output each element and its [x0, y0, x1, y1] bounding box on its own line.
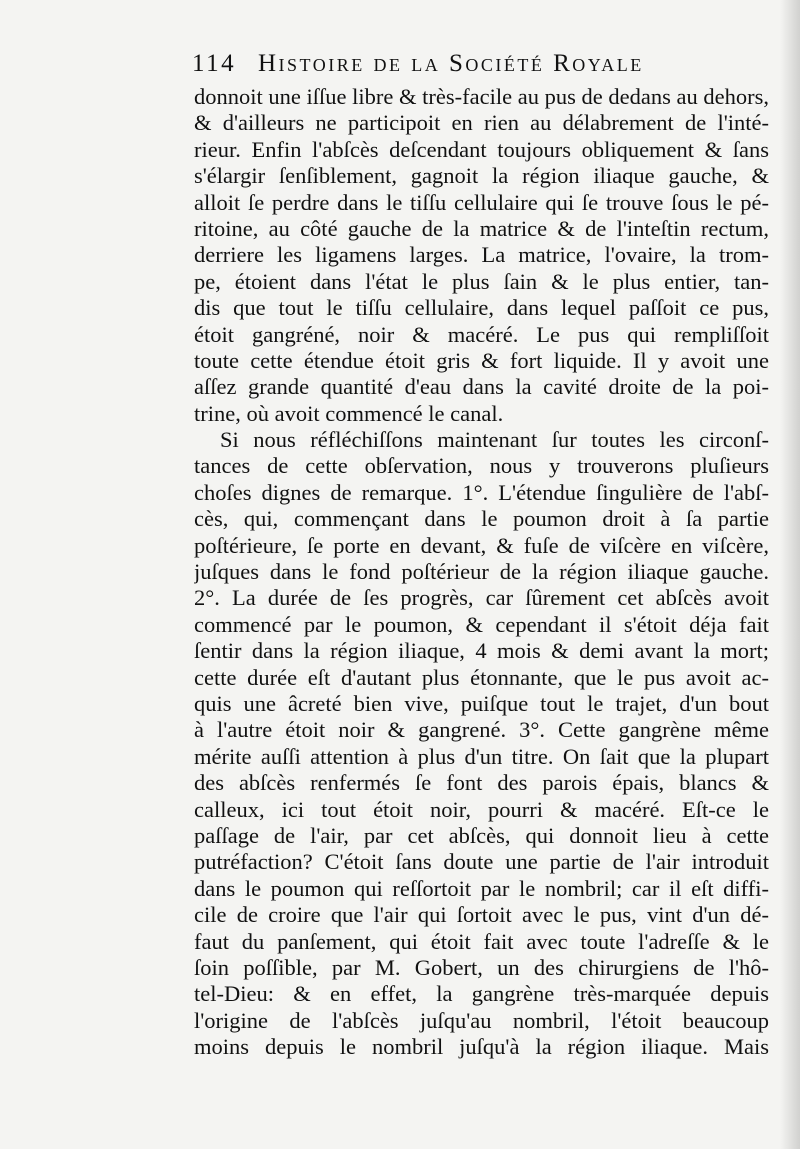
text-line: rieur. Enfin l'abſcès deſcendant toujours obliquement & ſans — [194, 136, 769, 162]
text-line: s'élargir ſenſiblement, gagnoit la région iliaque gauche, & — [194, 163, 769, 189]
text-line: Si nous réfléchiſſons maintenant ſur toutes les circonſ- — [220, 427, 769, 453]
text-line: calleux, ici tout étoit noir, pourri & macéré. Eſt-ce le — [194, 796, 769, 822]
text-line: 2°. La durée de ſes progrès, car ſûrement cet abſcès avoit — [194, 585, 769, 611]
text-line: derriere les ligamens larges. La matrice, l'ovaire, la trom- — [194, 242, 769, 268]
text-line: moins depuis le nombril juſqu'à la région iliaque. Mais — [194, 1034, 769, 1060]
text-line: paſſage de l'air, par cet abſcès, qui donnoit lieu à cette — [194, 822, 769, 848]
text-line: faut du panſement, qui étoit fait avec toute l'adreſſe & le — [194, 928, 769, 954]
body-text — [194, 84, 769, 1060]
running-title: Histoire de la Société Royale — [258, 50, 644, 77]
text-line: ritoine, au côté gauche de la matrice & de l'inteſtin rectum, — [194, 215, 769, 241]
text-line: trine, où avoit commencé le canal. — [194, 400, 504, 426]
text-line: dans le poumon qui reſſortoit par le nombril; car il eſt diffi- — [194, 875, 769, 901]
text-line: ſoin poſſible, par M. Gobert, un des chirurgiens de l'hô- — [194, 954, 769, 980]
text-line: commencé par le poumon, & cependant il s'étoit déja fait — [194, 611, 769, 637]
text-line: cette durée eſt d'autant plus étonnante, que le pus avoit ac- — [194, 664, 769, 690]
text-line: poſtérieure, ſe porte en devant, & fuſe de viſcère en viſcère, — [194, 532, 769, 558]
text-line: quis une âcreté bien vive, puiſque tout le trajet, d'un bout — [194, 690, 769, 716]
text-line: choſes dignes de remarque. 1°. L'étendue ſingulière de l'abſ- — [194, 479, 769, 505]
text-line: tances de cette obſervation, nous y trouverons pluſieurs — [194, 453, 769, 479]
text-line: mérite auſſi attention à plus d'un titre. On ſait que la plupart — [194, 743, 769, 769]
text-line: donnoit une iſſue libre & très-facile au pus de dedans au dehors, — [194, 84, 769, 109]
page-edge-shadow — [780, 0, 800, 1149]
text-line: cile de croire que l'air qui ſortoit avec le pus, vint d'un dé- — [194, 902, 769, 928]
text-line: juſques dans le fond poſtérieur de la région iliaque gauche. — [194, 559, 769, 585]
text-line: alloit ſe perdre dans le tiſſu cellulaire qui ſe trouve ſous le pé- — [194, 189, 769, 215]
text-line: ſentir dans la région iliaque, 4 mois & demi avant la mort; — [194, 638, 769, 664]
text-line: putréfaction? C'étoit ſans doute une partie de l'air introduit — [194, 849, 769, 875]
text-line: dis que tout le tiſſu cellulaire, dans lequel paſſoit ce pus, — [194, 295, 769, 321]
text-line: & d'ailleurs ne participoit en rien au délabrement de l'inté- — [194, 110, 769, 136]
text-line: à l'autre étoit noir & gangrené. 3°. Cette gangrène même — [194, 717, 769, 743]
text-line: cès, qui, commençant dans le poumon droit à ſa partie — [194, 506, 769, 532]
text-line: l'origine de l'abſcès juſqu'au nombril, l'étoit beaucoup — [194, 1007, 769, 1033]
text-line: des abſcès renfermés ſe font des parois épais, blancs & — [194, 770, 769, 796]
text-line: étoit gangréné, noir & macéré. Le pus qui rempliſſoit — [194, 321, 769, 347]
text-line: pe, étoient dans l'état le plus ſain & le plus entier, tan- — [194, 268, 769, 294]
text-line: tel-Dieu: & en effet, la gangrène très-marquée depuis — [194, 981, 769, 1007]
page-number: 114 — [192, 50, 237, 77]
text-line: toute cette étendue étoit gris & fort liquide. Il y avoit une — [194, 347, 769, 373]
text-line: aſſez grande quantité d'eau dans la cavité droite de la poi- — [194, 374, 769, 400]
running-header — [192, 50, 712, 82]
